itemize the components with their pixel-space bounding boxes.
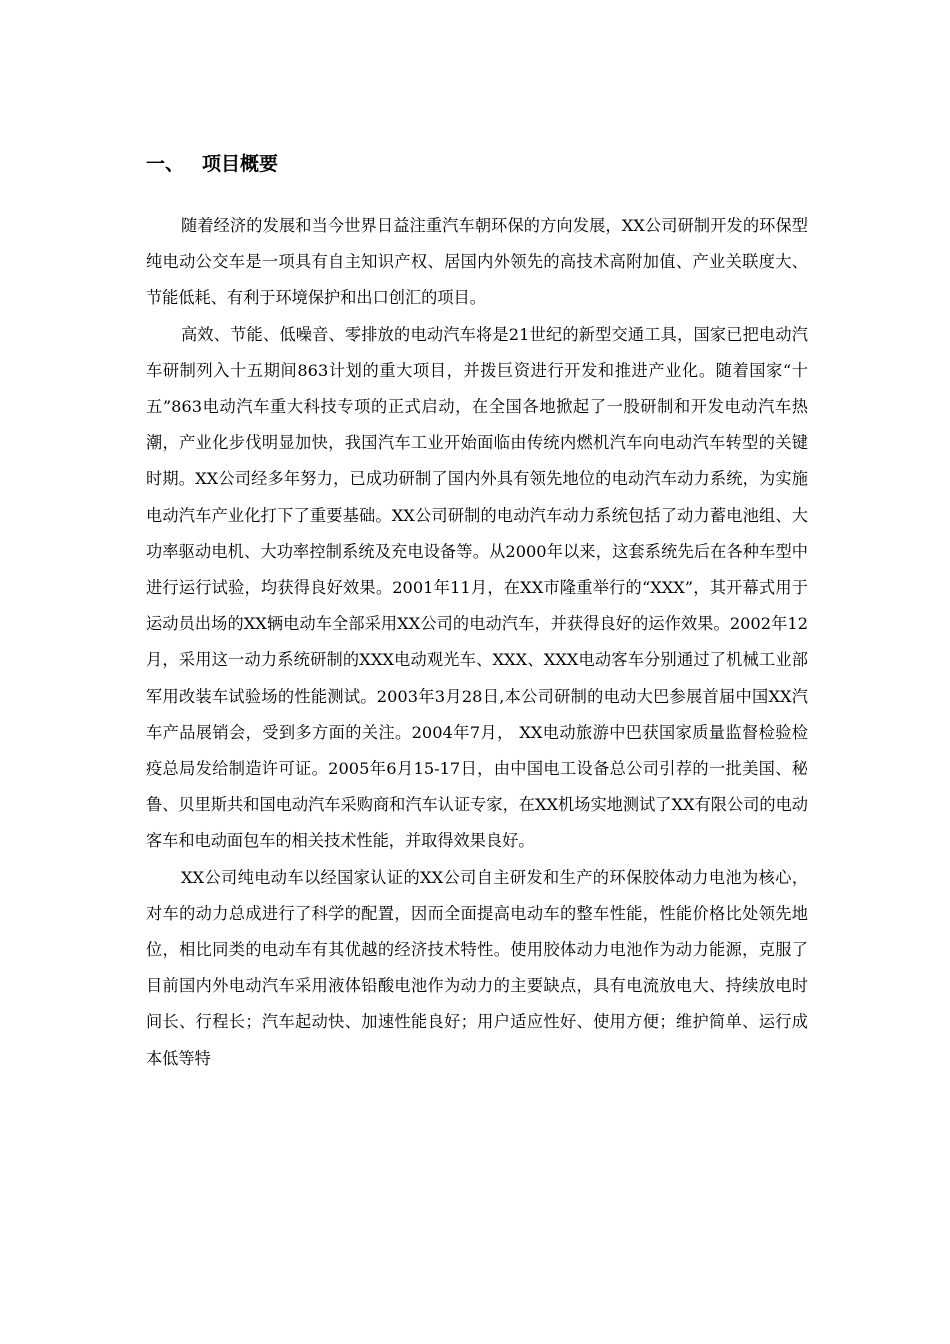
paragraph-history: 高效、节能、低噪音、零排放的电动汽车将是21世纪的新型交通工具，国家已把电动汽车研制列入十五期间863计划的重大项目，并拨巨资进行开发和推进产业化。随着国家“十五”863电动汽车重大科技专项的正式启动，在全国各地掀起了一股研制和开发电动汽车热潮，产业化步伐明显加快，我国汽车工业开始面临由传统内燃机汽车向电动汽车转型的关键时期。XX公司经多年努力，已成功研制了国内外具有领先地位的电动汽车动力系统，为实施电动汽车产业化打下了重要基础。XX公司研制的电动汽车动力系统包括了动力蓄电池组、大功率驱动电机、大功率控制系统及充电设备等。从2000年以来，这套系统先后在各种车型中进行运行试验，均获得良好效果。2001年11月，在XX市隆重举行的“XXX”，其开幕式用于运动员出场的XX辆电动车全部采用XX公司的电动汽车，并获得良好的运作效果。2002年12月，采用这一动力系统研制的XXX电动观光车、XXX、XXX电动客车分别通过了机械工业部军用改装车试验场的性能测试。2003年3月28日,本公司研制的电动大巴参展首届中国XX汽车产品展销会，受到多方面的关注。2004年7月， XX电动旅游中巴获国家质量监督检验检疫总局发给制造许可证。2005年6月15-17日，由中国电工设备总公司引荐的一批美国、秘鲁、贝里斯共和国电动汽车采购商和汽车认证专家，在XX机场实地测试了XX有限公司的电动客车和电动面包车的相关技术性能，并取得效果良好。	[146, 324, 808, 851]
section-heading	[146, 150, 278, 178]
section-number: 一、	[146, 153, 185, 175]
paragraph-battery: XX公司纯电动车以经国家认证的XX公司自主研发和生产的环保胶体动力电池为核心，对车的动力总成进行了科学的配置，因而全面提高电动车的整车性能，性能价格比处领先地位，相比同类的电动车有其优越的经济技术特性。使用胶体动力电池作为动力能源，克服了目前国内外电动汽车采用液体铅酸电池作为动力的主要缺点，具有电流放电大、持续放电时间长、行程长；汽车起动快、加速性能良好；用户适应性好、使用方便；维护简单、运行成本低等特	[146, 867, 808, 1068]
section-title: 项目概要	[202, 153, 279, 175]
paragraph-intro: 随着经济的发展和当今世界日益注重汽车朝环保的方向发展，XX公司研制开发的环保型纯电动公交车是一项具有自主知识产权、居国内外领先的高技术高附加值、产业关联度大、节能低耗、有利于环境保护和出口创汇的项目。	[146, 216, 808, 308]
body-text	[146, 208, 808, 1077]
